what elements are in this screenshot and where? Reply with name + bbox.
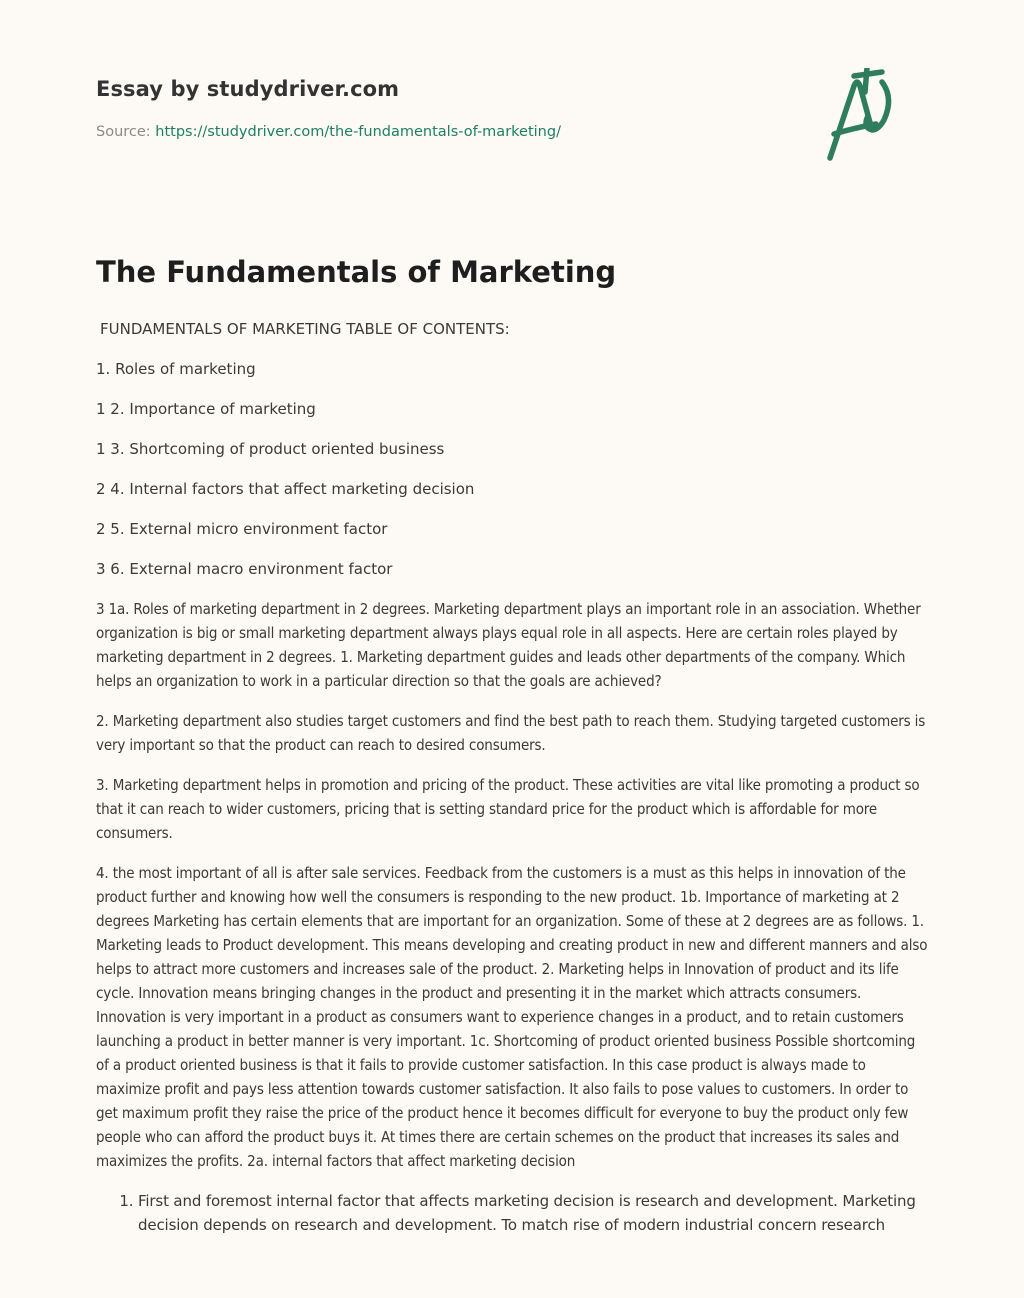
paragraph: 3. Marketing department helps in promotion and pricing of the product. These activities are vital like promoting a product so that it can reach to wider customers, pricing that is setting standard price for the product which is affordable for more consumers. bbox=[96, 776, 920, 842]
page-title: The Fundamentals of Marketing bbox=[96, 255, 617, 289]
source-link[interactable]: https://studydriver.com/the-fundamentals-of-marketing/ bbox=[155, 124, 561, 140]
toc-item: 3 6. External macro environment factor bbox=[96, 560, 393, 578]
toc-heading: FUNDAMENTALS OF MARKETING TABLE OF CONTENTS: bbox=[100, 320, 510, 338]
source-line bbox=[96, 124, 561, 140]
toc-item: 2 4. Internal factors that affect marketing decision bbox=[96, 480, 475, 498]
paragraph: 2. Marketing department also studies target customers and find the best path to reach them. Studying targeted customers is very important so that the product can reach to desired consumers. bbox=[96, 712, 926, 754]
a-plus-grade-icon bbox=[824, 68, 928, 164]
ordered-list bbox=[96, 1189, 928, 1237]
toc-item: 1 3. Shortcoming of product oriented business bbox=[96, 440, 445, 458]
paragraph: 3 1a. Roles of marketing department in 2 degrees. Marketing department plays an important role in an association. Whether organization is big or small marketing department always plays equal role in all aspects. Here are certain roles played by marketing department in 2 degrees. 1. Marketing department guides and leads other departments of the company. Which helps an organization to work in a particular direction so that the goals are achieved? bbox=[96, 600, 921, 690]
essay-content bbox=[96, 317, 928, 1237]
site-brand: Essay by studydriver.com bbox=[96, 77, 400, 101]
paragraph: 4. the most important of all is after sale services. Feedback from the customers is a must as this helps in innovation of the product further and knowing how well the consumers is responding to the new product. 1b. Importance of marketing at 2 degrees Marketing has certain elements that are important for an organization. Some of these at 2 degrees are as follows. 1. Marketing leads to Product development. This means developing and creating product in new and different manners and also helps to attract more customers and increases sale of the product. 2. Marketing helps in Innovation of product and its life cycle. Innovation means bringing changes in the product and presenting it in the market which attracts consumers. Innovation is very important in a product as consumers want to experience changes in a product, and to retain customers launching a product in better manner is very important. 1c. Shortcoming of product oriented business Possible shortcoming of a product oriented business is that it fails to provide customer satisfaction. In this case product is always made to maximize profit and pays less attention towards customer satisfaction. It also fails to pose values to customers. In order to get maximum profit they raise the price of the product hence it becomes difficult for everyone to buy the product only few people who can afford the product buys it. At times there are certain schemes on the product that increases its sales and maximizes the profits. 2a. internal factors that affect marketing decision bbox=[96, 864, 928, 1170]
toc-item: 1. Roles of marketing bbox=[96, 360, 256, 378]
toc-item: 2 5. External micro environment factor bbox=[96, 520, 388, 538]
toc-item: 1 2. Importance of marketing bbox=[96, 400, 316, 418]
source-label: Source: bbox=[96, 124, 151, 140]
list-item: 1. First and foremost internal factor that affects marketing decision is research and development. Marketing decision depends on research and development. To match rise of modern industrial concern research bbox=[138, 1189, 928, 1237]
